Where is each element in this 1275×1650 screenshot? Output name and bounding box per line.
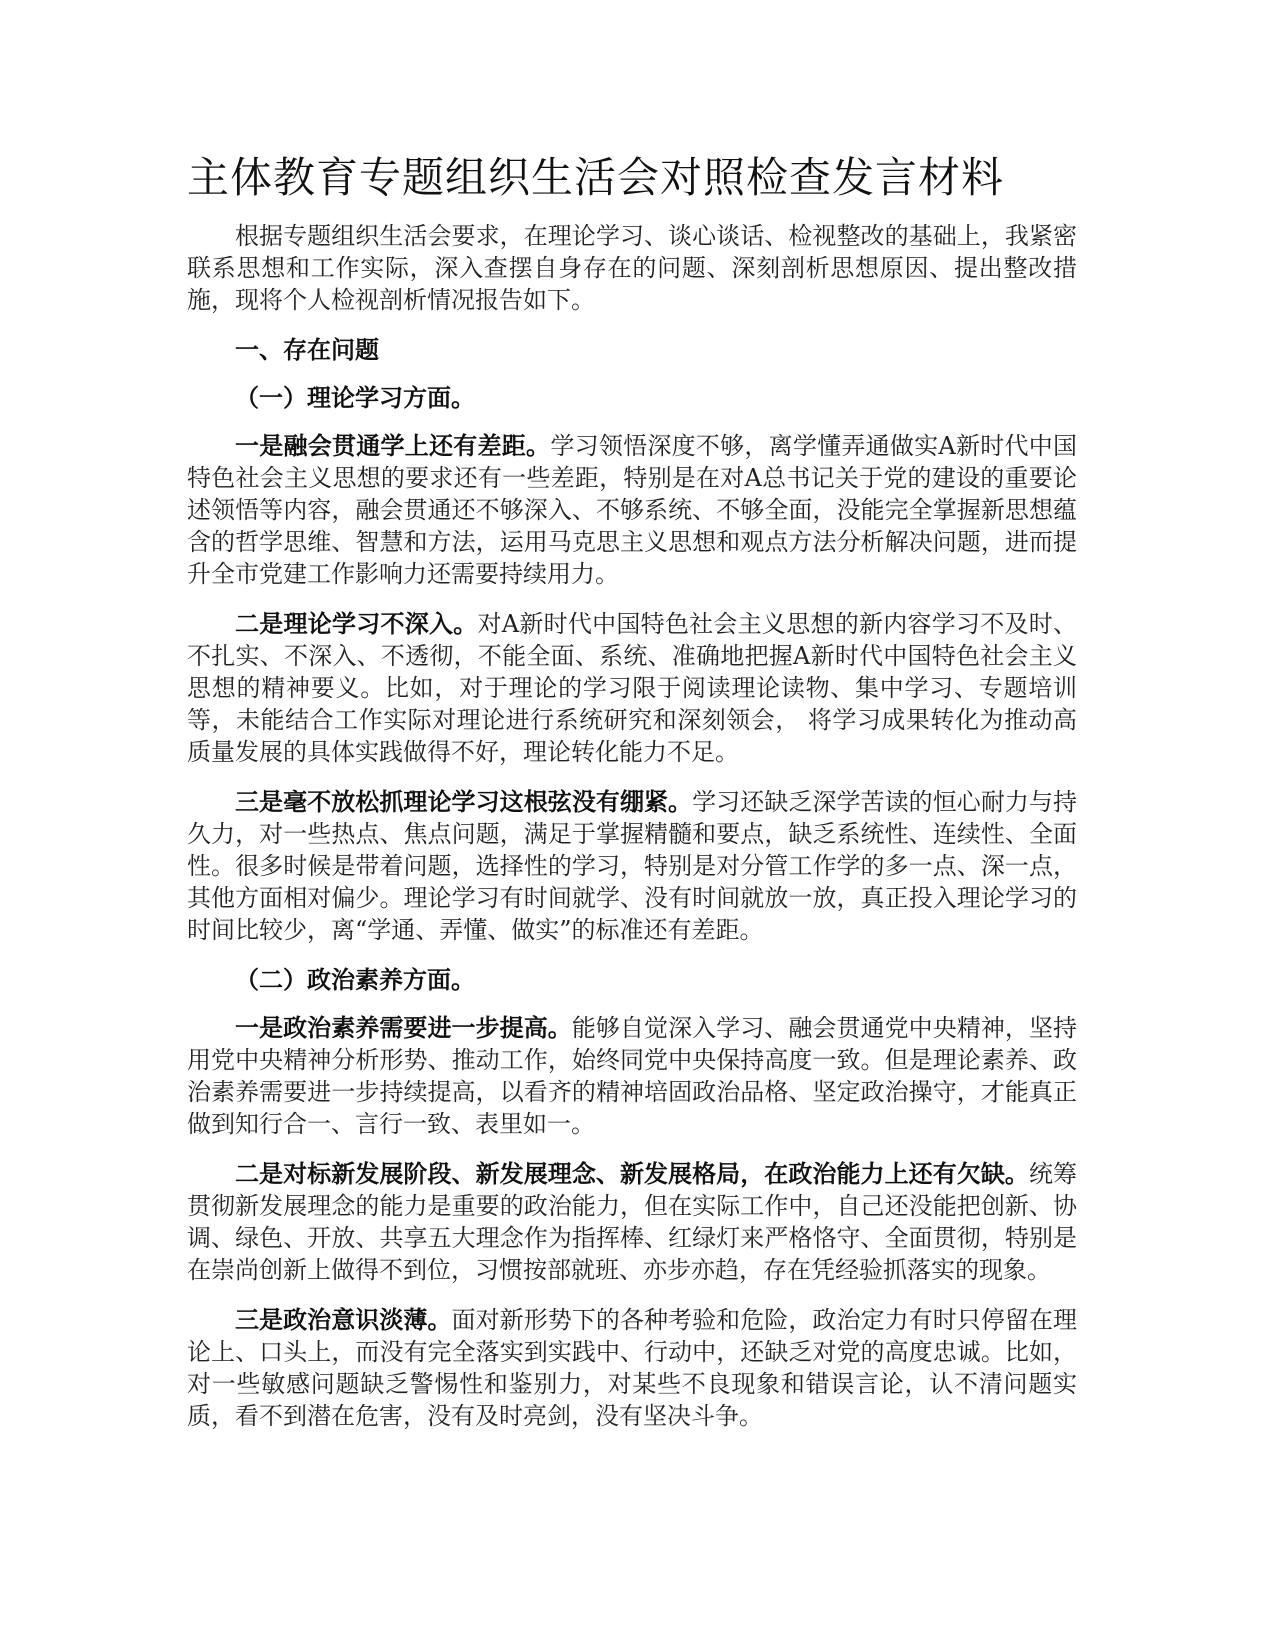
paragraph-body: 对A新时代中国特色社会主义思想的新内容学习不及时、不扎实、不深入、不透彻，不能全面、系统、准确地把握A新时代中国特色社会主义思想的精神要义。比如，对于理论的学习限于阅读理论读物、集中学习、专题培训等，未能结合工作实际对理论进行系统研究和深刻领会， 将学习成果转化为推动高质量发展的具体实践做得不好，理论转化能力不足。: [187, 610, 1077, 766]
paragraph-lead: 一是政治素养需要进一步提高。: [235, 1014, 572, 1042]
paragraph-lead: 三是政治意识淡薄。: [235, 1306, 452, 1334]
paragraph-political-2: [187, 1158, 1077, 1286]
paragraph-body: 统筹贯彻新发展理念的能力是重要的政治能力，但在实际工作中，自己还没能把创新、协调、绿色、开放、共享五大理念作为指挥棒、红绿灯来严格恪守、全面贯彻，特别是在崇尚创新上做得不到位，习惯按部就班、亦步亦趋，存在凭经验抓落实的现象。: [187, 1160, 1078, 1284]
paragraph-body: 学习还缺乏深学苦读的恒心耐力与持久力，对一些热点、焦点问题，满足于掌握精髓和要点，缺乏系统性、连续性、全面性。很多时候是带着问题，选择性的学习，特别是对分管工作学的多一点、深一点，其他方面相对偏少。理论学习有时间就学、没有时间就放一放，真正投入理论学习的时间比较少，离“学通、弄懂、做实”的标准还有差距。: [187, 788, 1078, 944]
paragraph-lead: 二是理论学习不深入。: [235, 610, 478, 638]
paragraph-body: 能够自觉深入学习、融会贯通党中央精神，坚持用党中央精神分析形势、推动工作，始终同党中央保持高度一致。但是理论素养、政治素养需要进一步持续提高，以看齐的精神培固政治品格、坚定政治操守，才能真正做到知行合一、言行一致、表里如一。: [187, 1014, 1078, 1138]
paragraph-theory-1: [187, 430, 1077, 590]
paragraph-lead: 二是对标新发展阶段、新发展理念、新发展格局，在政治能力上还有欠缺。: [235, 1160, 1029, 1188]
paragraph-political-1: [187, 1012, 1077, 1140]
paragraph-political-3: [187, 1304, 1077, 1432]
paragraph-lead: 一是融会贯通学上还有差距。: [235, 432, 551, 460]
subsection-heading-theory-study: （一）理论学习方面。: [235, 384, 475, 412]
paragraph-body: 面对新形势下的各种考验和危险，政治定力有时只停留在理论上、口头上，而没有完全落实到实践中、行动中，还缺乏对党的高度忠诚。比如，对一些敏感问题缺乏警惕性和鉴别力，对某些不良现象和错误言论，认不清问题实质，看不到潜在危害，没有及时亮剑，没有坚决斗争。: [187, 1306, 1077, 1430]
subsection-heading-political-quality: （二）政治素养方面。: [235, 966, 475, 994]
document-body: [187, 150, 1077, 1450]
paragraph-theory-2: [187, 608, 1077, 768]
paragraph-theory-3: [187, 786, 1077, 946]
page-title: 主体教育专题组织生活会对照检查发言材料: [187, 153, 1005, 202]
paragraph-lead: 三是毫不放松抓理论学习这根弦没有绷紧。: [235, 788, 693, 816]
intro-paragraph: 根据专题组织生活会要求，在理论学习、谈心谈话、检视整改的基础上，我紧密联系思想和工作实际，深入查摆自身存在的问题、深刻剖析思想原因、提出整改措施，现将个人检视剖析情况报告如下。: [187, 222, 1077, 314]
section-heading-problems: 一、存在问题: [235, 336, 379, 364]
paragraph-body: 学习领悟深度不够，离学懂弄通做实A新时代中国特色社会主义思想的要求还有一些差距，特别是在对A总书记关于党的建设的重要论述领悟等内容，融会贯通还不够深入、不够系统、不够全面，没能完全掌握新思想蕴含的哲学思维、智慧和方法，运用马克思主义思想和观点方法分析解决问题，进而提升全市党建工作影响力还需要持续用力。: [187, 432, 1077, 588]
